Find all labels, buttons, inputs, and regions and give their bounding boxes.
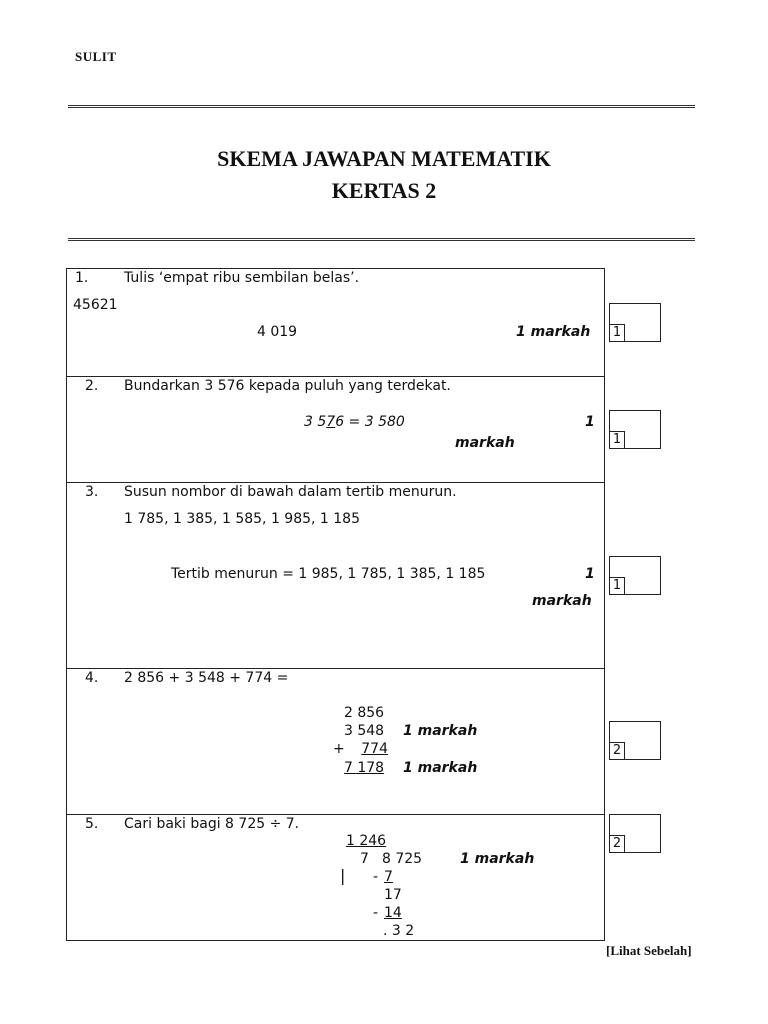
question-number: 4. bbox=[85, 670, 99, 686]
question-number: 5. bbox=[85, 816, 99, 832]
step-value: 17 bbox=[384, 887, 402, 903]
question-number: 1. bbox=[75, 270, 89, 286]
addend-1: 2 856 bbox=[344, 705, 385, 721]
top-divider bbox=[68, 105, 695, 108]
question-text: Tulis ‘empat ribu sembilan belas’. bbox=[124, 270, 360, 286]
answer: Tertib menurun = 1 985, 1 785, 1 385, 1 185 bbox=[171, 566, 486, 582]
question-row-3 bbox=[67, 482, 604, 669]
question-row-2 bbox=[67, 376, 604, 483]
question-row-1 bbox=[67, 269, 604, 376]
mark-word: markah bbox=[532, 593, 592, 609]
step-value: 7 bbox=[384, 869, 393, 885]
page-title: SKEMA JAWAPAN MATEMATIK bbox=[217, 146, 551, 171]
score-box bbox=[609, 303, 661, 342]
plus-sign: + bbox=[333, 741, 345, 757]
dividend: 8 725 bbox=[382, 851, 423, 867]
answer: 4 019 bbox=[257, 324, 298, 340]
answer: 3 576 = 3 580 bbox=[304, 414, 405, 430]
score-value: 1 bbox=[609, 324, 625, 342]
bottom-divider bbox=[68, 238, 695, 241]
question-text: Bundarkan 3 576 kepada puluh yang terdekat. bbox=[124, 378, 451, 394]
score-box bbox=[609, 814, 661, 853]
score-box bbox=[609, 721, 661, 760]
step-minus: - bbox=[373, 869, 379, 885]
page-subtitle: KERTAS 2 bbox=[331, 178, 437, 203]
answer-table bbox=[66, 268, 605, 941]
mark-label: 1 markah bbox=[460, 851, 535, 867]
score-box bbox=[609, 556, 661, 595]
divisor: 7 bbox=[360, 851, 369, 867]
addend-2: 3 548 bbox=[344, 723, 385, 739]
question-text: Susun nombor di bawah dalam tertib menurun. bbox=[124, 484, 457, 500]
question-row-5 bbox=[67, 814, 604, 941]
sum-result: 7 178 bbox=[344, 760, 385, 776]
mark-word: markah bbox=[455, 435, 515, 451]
stray-number: 45621 bbox=[73, 297, 118, 313]
mark-label: 1 markah bbox=[403, 723, 478, 739]
mark-label: 1 markah bbox=[516, 324, 591, 340]
division-bracket: | bbox=[340, 866, 346, 885]
step-minus: - bbox=[373, 905, 379, 921]
mark-number: 1 bbox=[585, 414, 595, 430]
score-value: 1 bbox=[609, 577, 625, 595]
step-value: 14 bbox=[384, 905, 402, 921]
score-value: 2 bbox=[609, 742, 625, 760]
question-number: 2. bbox=[85, 378, 99, 394]
number-list: 1 785, 1 385, 1 585, 1 985, 1 185 bbox=[124, 511, 360, 527]
addend-3: 774 bbox=[361, 741, 388, 757]
score-value: 2 bbox=[609, 835, 625, 853]
score-value: 1 bbox=[609, 431, 625, 449]
question-text: 2 856 + 3 548 + 774 = bbox=[124, 670, 289, 686]
mark-number: 1 bbox=[585, 566, 595, 582]
next-page-label: [Lihat Sebelah] bbox=[606, 943, 692, 958]
sulit-label: SULIT bbox=[75, 49, 117, 64]
question-text: Cari baki bagi 8 725 ÷ 7. bbox=[124, 816, 300, 832]
question-row-4 bbox=[67, 668, 604, 815]
remainder: . 3 2 bbox=[383, 923, 415, 939]
quotient: 1 246 bbox=[346, 833, 387, 849]
score-box bbox=[609, 410, 661, 449]
question-number: 3. bbox=[85, 484, 99, 500]
mark-label: 1 markah bbox=[403, 760, 478, 776]
